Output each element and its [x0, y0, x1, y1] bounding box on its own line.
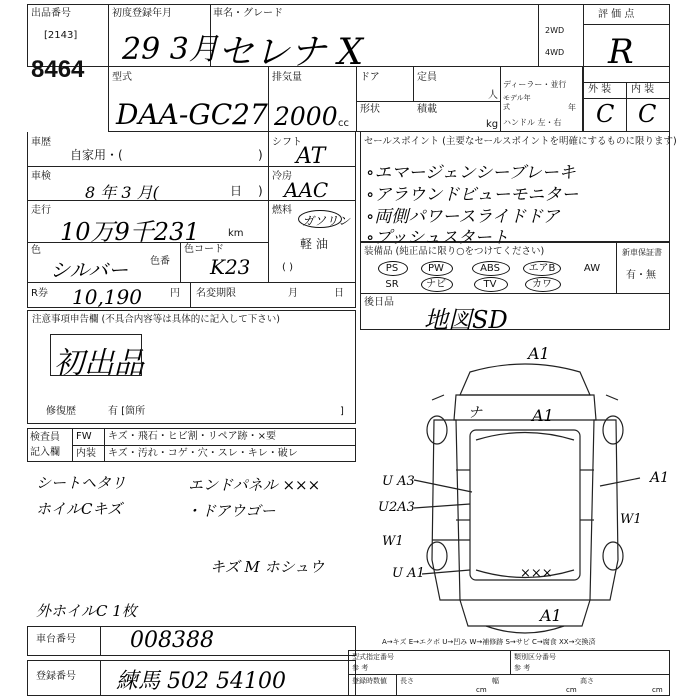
sales-point-4: ∘プッシュスタート [366, 228, 509, 248]
notes-value: 初出品 [54, 346, 144, 381]
color-code-value: K23 [210, 255, 251, 279]
equip-aw: AW [583, 263, 601, 274]
length-unit: cm [476, 686, 487, 694]
door-label: ドア [360, 72, 380, 83]
drive-2wd: 2WD [545, 26, 565, 35]
interior-score: C [638, 100, 657, 128]
drive-4wd: 4WD [545, 48, 565, 57]
repair-value: 有 [箇所 [108, 406, 146, 417]
inspection-label: 車検 [31, 171, 51, 182]
options-value: 地図SD [424, 306, 508, 334]
aircon-value: AAC [284, 178, 329, 202]
fw-text: キズ・飛石・ヒビ割・リペア跡・×要 [108, 431, 276, 442]
inspector-label-1: 検査員 [30, 432, 60, 443]
sales-point-3: ∘両側パワースライドドア [366, 207, 560, 227]
mileage-label: 走行 [31, 205, 51, 216]
width-label: 幅 [492, 677, 499, 685]
width-unit: cm [566, 686, 577, 694]
fuel-diesel: 軽 油 [300, 237, 328, 251]
interior-check-text: キズ・汚れ・コゲ・穴・スレ・キレ・破レ [108, 448, 298, 459]
model-year-label: モデル年式 [503, 94, 531, 111]
warranty-value: 有・無 [626, 270, 656, 281]
shift-value: AT [296, 144, 326, 169]
mark-right-wheel: W1 [620, 512, 642, 527]
recycle-value: 10,190 [72, 285, 142, 309]
inspection-unit: 日 [230, 184, 243, 198]
comment-5: キズ M ホシュウ [210, 558, 325, 576]
exterior-score: C [596, 100, 615, 128]
registration-label: 登録番号 [36, 671, 76, 682]
comment-1: シートヘタリ [36, 474, 127, 492]
model-cert-label: 型式指定番号 [352, 653, 394, 661]
history-label: 車歴 [31, 137, 51, 148]
mileage-unit: km [228, 228, 244, 239]
inspector-label-2: 記入欄 [30, 447, 60, 458]
model-year-unit: 年 [568, 103, 576, 112]
score-value: R [608, 32, 634, 72]
handle-label: ハンドル 左・右 [503, 118, 562, 127]
color-label: 色 [31, 245, 41, 256]
length-label: 長さ [400, 677, 414, 685]
mark-left-wheel: W1 [382, 534, 404, 549]
height-unit: cm [652, 686, 663, 694]
sales-points-title: セールスポイント (主要なセールスポイントを明確にするものに限ります) [364, 136, 677, 147]
chassis-label: 車台番号 [36, 634, 76, 645]
load-label: 積載 [417, 104, 437, 115]
exterior-label: 外 装 [588, 84, 612, 95]
mark-left-rear: U A1 [392, 566, 425, 581]
mark-left-door-2: U2A3 [378, 500, 415, 515]
options-label: 後日品 [364, 297, 394, 308]
first-registration-label: 初度登録年月 [112, 8, 172, 19]
equip-tv: TV [483, 279, 497, 290]
size-label: 登録時数値 [352, 677, 387, 685]
displacement-value: 2000 [274, 102, 338, 131]
load-unit: kg [486, 119, 499, 130]
aircon-label: 冷房 [272, 171, 292, 182]
displacement-label: 排気量 [272, 72, 302, 83]
category-label: 類別区分番号 [514, 653, 556, 661]
name-change-label: 名変期限 [196, 288, 236, 299]
color-no-label: 色番 [150, 256, 170, 267]
inspection-close: ) [258, 184, 263, 198]
comment-6: 外ホイルC 1枚 [36, 602, 137, 620]
equip-abs: ABS [480, 263, 500, 274]
equip-sr: SR [385, 279, 399, 290]
car-name-label: 車名・グレード [213, 8, 283, 19]
sales-point-2: ∘アラウンドビューモニター [366, 185, 579, 205]
ref-label-2: 参 考 [514, 664, 531, 672]
history-close: ) [258, 148, 263, 162]
shape-label: 形状 [360, 104, 380, 115]
equip-kawa: カワ [532, 279, 552, 290]
ref-label-1: 参 考 [352, 664, 369, 672]
mark-center: ××× [520, 566, 553, 581]
comment-4: ・ドアウゴー [186, 502, 276, 520]
interior-label: 内 装 [631, 84, 655, 95]
color-code-label: 色コード [184, 244, 224, 255]
mark-bonnet: A1 [532, 406, 554, 425]
first-registration-value: 29 3月 [122, 32, 219, 67]
interior-check-label: 内装 [76, 448, 96, 459]
warranty-label: 新車保証書 [622, 248, 662, 257]
equip-airbag: エアB [528, 263, 556, 274]
score-label: 評 価 点 [598, 9, 635, 20]
model-value: DAA-GC27 [116, 98, 268, 131]
history-value: 自家用・( [70, 148, 123, 162]
capacity-unit: 人 [488, 90, 498, 101]
equip-ps: PS [385, 263, 399, 274]
recycle-label: R券 [31, 288, 48, 299]
chassis-value: 008388 [130, 628, 214, 653]
notes-title: 注意事項申告欄 (不具合内容等は具体的に記入して下さい) [32, 314, 280, 325]
recycle-unit: 円 [170, 288, 180, 299]
diagram-legend: A→キズ E→エクボ U→凹み W→補修跡 S→サビ C→腐食 XX→交換済 [382, 638, 596, 646]
mark-rear: A1 [540, 606, 562, 625]
equip-pw: PW [428, 263, 444, 274]
repair-label: 修復歴 [46, 406, 76, 417]
displacement-unit: cc [338, 118, 349, 129]
fuel-paren: ( ) [282, 262, 293, 273]
comment-2: エンドパネル ××× [188, 476, 321, 494]
equip-navi: ナビ [426, 279, 446, 290]
color-value: シルバー [50, 258, 129, 282]
mark-front: A1 [528, 344, 550, 363]
mark-left-front: ナ [468, 405, 482, 421]
lot-number-label: 出品番号 [31, 8, 71, 19]
sales-point-1: ∘エマージェンシーブレーキ [366, 163, 576, 183]
dealer-label: ディーラー・並行 [503, 80, 567, 89]
car-name-value: セレナ X [218, 32, 364, 73]
capacity-label: 定員 [417, 72, 437, 83]
equipment-title: 装備品 (純正品に限り○をつけてください) [364, 246, 545, 257]
repair-close: ] [340, 406, 344, 417]
fuel-gasoline: ガソリン [302, 214, 351, 228]
registration-value: 練馬 502 54100 [116, 669, 286, 694]
comment-3: ホイルCキズ [36, 500, 123, 518]
name-change-day: 日 [334, 288, 344, 299]
model-label: 型式 [112, 72, 132, 83]
lot-number: 8464 [31, 56, 85, 83]
shift-label: シフト [272, 137, 302, 148]
lot-sub-id: [2143] [44, 30, 78, 41]
fuel-label: 燃料 [272, 205, 292, 216]
mark-left-door-1: U A3 [382, 474, 415, 489]
mileage-value: 10万9千231 [60, 218, 200, 246]
height-label: 高さ [580, 677, 594, 685]
name-change-month: 月 [288, 288, 298, 299]
mark-right-side: A1 [650, 470, 670, 486]
inspection-value: 8 年 3 月( [85, 183, 159, 202]
fw-label: FW [76, 431, 92, 442]
